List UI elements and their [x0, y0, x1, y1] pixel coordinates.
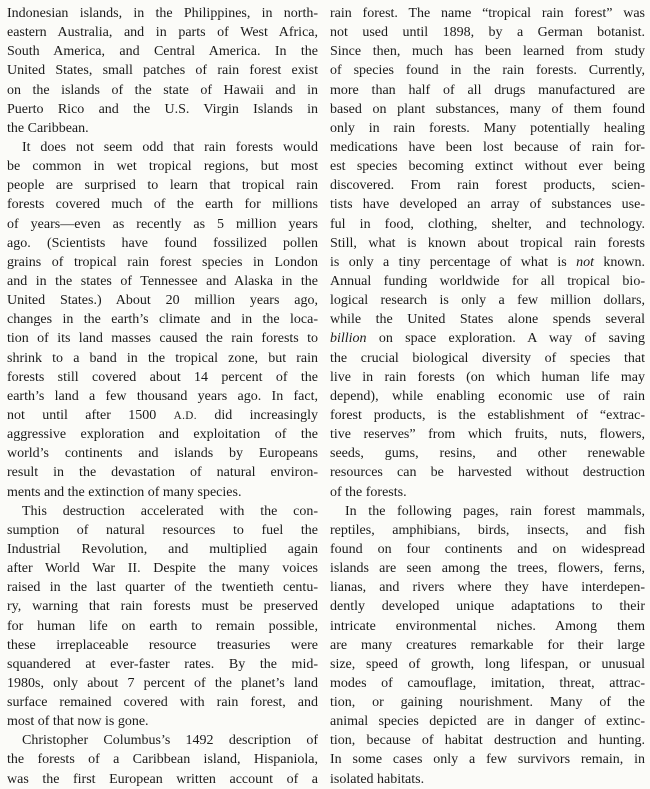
paragraph [7, 138, 318, 502]
text-line [7, 540, 318, 559]
text-run: aggressive exploration and exploitation of the [7, 427, 318, 443]
text-line [7, 597, 318, 616]
text-run: forests still covered about 14 percent of the [7, 369, 318, 385]
text-run: the forests of a Caribbean island, Hispaniola, [7, 752, 318, 768]
text-line [7, 712, 318, 731]
text-run: reptiles, amphibians, birds, insects, and fish [330, 522, 645, 538]
text-run: of the forests. [330, 484, 407, 500]
text-line [330, 655, 645, 674]
text-line [7, 215, 318, 234]
text-run: grains of tropical rain forest species in London [7, 254, 318, 270]
text-line [330, 119, 645, 138]
text-run: only in rain forests. Many potentially healing [330, 120, 645, 136]
text-run: tion of its land masses caused the rain forests to [7, 331, 318, 347]
text-line [330, 597, 645, 616]
text-run: these irreplaceable resource treasuries were [7, 637, 318, 653]
text-column-right [330, 4, 645, 789]
text-line [7, 731, 318, 750]
text-line [7, 463, 318, 482]
text-line [7, 329, 318, 348]
text-line [330, 521, 645, 540]
text-run: tive reserves” from which fruits, nuts, flowers, [330, 427, 645, 443]
text-run: South America, and Central America. In the [7, 44, 318, 60]
paragraph [7, 731, 318, 788]
text-run: not used until 1898, by a German botanist. [330, 25, 645, 41]
text-line [330, 636, 645, 655]
text-run: are many creatures remarkable for their large [330, 637, 645, 653]
text-line [7, 559, 318, 578]
text-run: tion, because of habitat destruction and hunting. [330, 733, 645, 749]
text-run: Still, what is known about tropical rain forests [330, 235, 645, 251]
text-line [330, 483, 645, 502]
text-run: isolated habitats. [330, 771, 425, 787]
text-line [7, 368, 318, 387]
text-line [330, 425, 645, 444]
text-run: resources can be harvested without destruction [330, 465, 645, 481]
italic-text: billion [330, 331, 367, 347]
text-run: ago. (Scientists have found fossilized pollen [7, 235, 318, 251]
text-line [7, 770, 318, 789]
text-run: ry, warning that rain forests must be preserved [7, 599, 318, 615]
paragraph [7, 502, 318, 732]
text-line [7, 234, 318, 253]
text-run: United States.) About 20 million years ago, [7, 293, 318, 309]
text-line [330, 253, 645, 272]
text-line [7, 674, 318, 693]
text-line [7, 483, 318, 502]
text-line [7, 23, 318, 42]
text-line [330, 81, 645, 100]
text-run: world’s continents and islands by Europeans [7, 446, 318, 462]
text-line [7, 176, 318, 195]
text-run: Christopher Columbus’s 1492 description of [22, 733, 318, 749]
text-line [330, 195, 645, 214]
text-run: ful in food, clothing, shelter, and technology. [330, 216, 645, 232]
paragraph [330, 4, 645, 502]
text-run: based on plant substances, many of them found [330, 101, 645, 117]
text-run: live in rain forests (on which human life may [330, 369, 645, 385]
text-run: and in the states of Tennessee and Alaska in the [7, 273, 318, 289]
text-run: known. [594, 254, 645, 270]
text-line [7, 578, 318, 597]
text-line [7, 61, 318, 80]
text-line [330, 387, 645, 406]
text-run: Annual funding worldwide for all tropical bio- [330, 273, 645, 289]
text-line [330, 502, 645, 521]
text-line [7, 502, 318, 521]
text-run: intricate environmental niches. Among them [330, 618, 645, 634]
text-run: is only a tiny percentage of what is [330, 254, 577, 270]
text-line [7, 81, 318, 100]
text-line [7, 157, 318, 176]
text-run: This destruction accelerated with the con- [22, 503, 318, 519]
text-line [7, 195, 318, 214]
text-line [330, 463, 645, 482]
text-line [7, 291, 318, 310]
text-line [7, 100, 318, 119]
text-run: Industrial Revolution, and multiplied again [7, 541, 318, 557]
text-line [330, 157, 645, 176]
text-line [330, 176, 645, 195]
text-line [330, 215, 645, 234]
text-line [330, 234, 645, 253]
text-line [330, 4, 645, 23]
text-line [7, 272, 318, 291]
text-run: size, speed of growth, long lifespan, or unusual [330, 656, 645, 672]
text-run: rain forest. The name “tropical rain forest” was [330, 6, 645, 21]
text-run: sumption of natural resources to fuel the [7, 522, 318, 538]
text-run: earth’s land a few thousand years ago. In fact, [7, 388, 318, 404]
text-run: of species found in the rain forests. Currently, [330, 63, 645, 79]
text-run: medications have been lost because of rain for- [330, 139, 645, 155]
text-run: be common in wet tropical regions, but most [7, 159, 318, 175]
italic-text: not [576, 254, 594, 270]
smallcaps-text: A.D. [173, 409, 197, 422]
text-run: It does not seem odd that rain forests would [22, 139, 318, 155]
text-run: In some cases only a few survivors remain, in [330, 752, 645, 768]
text-line [7, 310, 318, 329]
text-run: lianas, and rivers where they have interdepen- [330, 580, 645, 596]
text-line [330, 291, 645, 310]
text-run: changes in the earth’s climate and in the loca- [7, 312, 318, 328]
text-run: tists have developed an array of substances use- [330, 197, 645, 213]
text-line [330, 42, 645, 61]
text-run: shrink to a band in the tropical zone, but rain [7, 350, 318, 366]
text-line [330, 100, 645, 119]
text-run: of years—even as recently as 5 million years [7, 216, 318, 232]
text-line [330, 444, 645, 463]
text-run: the Caribbean. [7, 120, 89, 136]
text-line [7, 406, 318, 425]
text-line [330, 138, 645, 157]
text-run: ments and the extinction of many species. [7, 484, 242, 500]
text-run: modes of camouflage, imitation, threat, attrac- [330, 675, 645, 691]
text-line [7, 119, 318, 138]
text-run: did increasingly [196, 407, 318, 423]
text-run: eastern Australia, and in parts of West Africa, [7, 25, 318, 41]
text-line [7, 521, 318, 540]
text-line [330, 61, 645, 80]
text-run: 1980s, only about 7 percent of the planet’s land [7, 675, 318, 691]
text-run: Since then, much has been learned from study [330, 44, 645, 60]
text-line [7, 349, 318, 368]
text-line [330, 540, 645, 559]
text-run: squandered at ever-faster rates. By the mid- [7, 656, 318, 672]
text-line [330, 712, 645, 731]
text-run: raised in the last quarter of the twentieth centu- [7, 580, 318, 596]
text-run: found on four continents and on widespread [330, 541, 645, 557]
text-line [330, 617, 645, 636]
text-run: est species becoming extinct without ever being [330, 159, 645, 175]
text-run: the crucial biological diversity of species that [330, 350, 645, 366]
text-line [330, 310, 645, 329]
text-run: most of that now is gone. [7, 714, 149, 730]
text-line [330, 731, 645, 750]
text-line [7, 655, 318, 674]
text-run: tion, or gaining nourishment. Many of the [330, 695, 645, 711]
text-line [330, 329, 645, 348]
text-line [7, 387, 318, 406]
text-run: In the following pages, rain forest mammals, [345, 503, 645, 519]
paragraph [7, 4, 318, 138]
text-line [7, 425, 318, 444]
text-run: logical research is only a few million dollars, [330, 293, 645, 309]
text-run: seeds, gums, resins, and other renewable [330, 446, 645, 462]
text-run: people are surprised to learn that tropical rain [7, 178, 318, 194]
text-line [330, 693, 645, 712]
text-run: surface remained covered with rain forest, and [7, 695, 318, 711]
text-run: more than half of all drugs manufactured are [330, 82, 645, 98]
text-run: on the islands of the state of Hawaii and in [7, 82, 318, 98]
text-column-left [7, 4, 318, 789]
text-run: while the United States alone spends several [330, 312, 645, 328]
text-run: after World War II. Despite the many voices [7, 561, 318, 577]
text-run: animal species depicted are in danger of extinc- [330, 714, 645, 730]
text-line [7, 444, 318, 463]
text-run: Puerto Rico and the U.S. Virgin Islands in [7, 101, 318, 117]
text-run: depend), while enabling economic use of rain [330, 388, 645, 404]
text-line [7, 42, 318, 61]
text-run: islands are seen among the trees, flowers, ferns, [330, 561, 645, 577]
text-line [330, 559, 645, 578]
text-run: on space exploration. A way of saving [366, 331, 645, 347]
text-run: forest products, is the establishment of “extrac- [330, 407, 645, 423]
text-line [7, 636, 318, 655]
paragraph [330, 502, 645, 789]
text-line [330, 406, 645, 425]
text-line [330, 750, 645, 769]
text-line [330, 349, 645, 368]
text-line [7, 253, 318, 272]
text-line [7, 4, 318, 23]
text-run: was the first European written account of a [7, 771, 318, 787]
text-run: not until after 1500 [7, 407, 174, 423]
text-line [330, 770, 645, 789]
text-line [7, 750, 318, 769]
text-line [330, 578, 645, 597]
text-run: result in the devastation of natural environ- [7, 465, 318, 481]
text-line [330, 368, 645, 387]
text-run: for human life on earth to remain possible, [7, 618, 318, 634]
text-line [330, 272, 645, 291]
text-run: discovered. From rain forest products, scien- [330, 178, 645, 194]
text-line [330, 674, 645, 693]
text-line [7, 693, 318, 712]
text-run: United States, small patches of rain forest exist [7, 63, 318, 79]
text-run: dently developed unique adaptations to their [330, 599, 645, 615]
text-line [7, 138, 318, 157]
text-run: forests covered much of the earth for millions [7, 197, 318, 213]
text-line [330, 23, 645, 42]
text-run: Indonesian islands, in the Philippines, in north- [7, 6, 318, 21]
text-line [7, 617, 318, 636]
